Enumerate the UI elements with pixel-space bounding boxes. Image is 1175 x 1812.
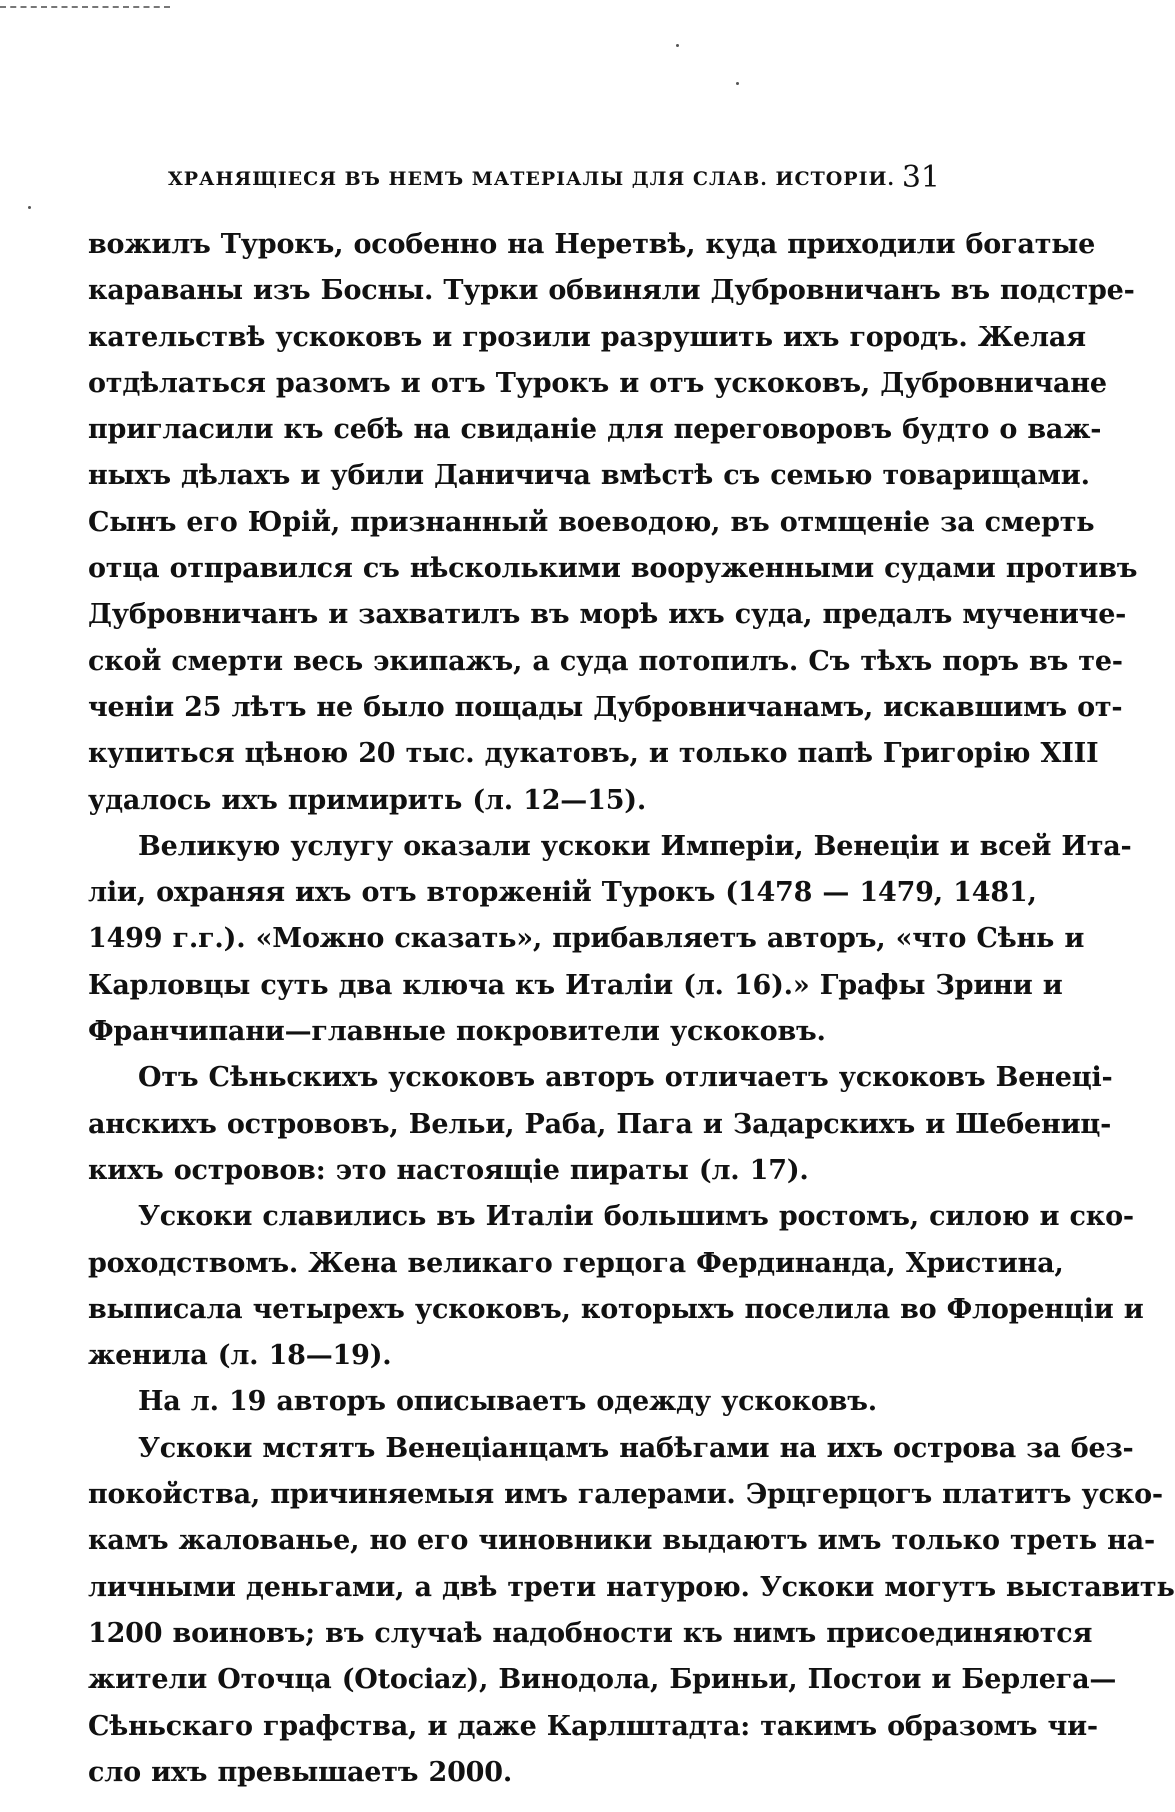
text-line: вожилъ Турокъ, особенно на Неретвѣ, куда приходили богатые [88, 229, 1096, 260]
text-line: кательствѣ ускоковъ и грозили разрушить ихъ городъ. Желая [88, 321, 1086, 353]
text-line: 1200 воиновъ; въ случаѣ надобности къ нимъ присоединяются [88, 1617, 1093, 1649]
text-line: Дубровничанъ и захватилъ въ морѣ ихъ суда, предалъ мучениче- [88, 599, 1127, 631]
text-line: сло ихъ превышаетъ 2000. [88, 1756, 513, 1788]
text-line: пригласили къ себѣ на свиданіе для переговоровъ будто о важ- [88, 414, 1102, 446]
page-number: 31 [901, 160, 940, 195]
text-line: кихъ островов: это настоящіе пираты (л. 17). [88, 1154, 809, 1186]
text-line: Сынъ его Юрій, признанный воеводою, въ отмщеніе за смерть [88, 506, 1095, 538]
scan-speck [676, 44, 679, 47]
text-line: удалось ихъ примирить (л. 12—15). [88, 784, 647, 816]
paragraph [88, 1379, 940, 1425]
text-line: Франчипани—главные покровители ускоковъ. [88, 1016, 826, 1048]
text-line: Ускоки славились въ Италіи большимъ ростомъ, силою и ско- [138, 1201, 1134, 1233]
text-line: Сѣньскаго графства, и даже Карлштадта: такимъ образомъ чи- [88, 1710, 1098, 1742]
text-line: покойства, причиняемыя имъ галерами. Эрцгерцогъ платитъ уско- [88, 1479, 1163, 1511]
text-line: личными деньгами, а двѣ трети натурою. Ускоки могутъ выставить [88, 1571, 1175, 1603]
text-line: ліи, охраняя ихъ отъ вторженій Турокъ (1478 — 1479, 1481, [88, 877, 1037, 909]
paragraph [88, 222, 1138, 824]
text-line: отца отправился съ нѣсколькими вооруженными судами противъ [88, 553, 1138, 585]
paragraph [88, 1194, 1144, 1379]
page-header [168, 160, 940, 200]
paragraph [88, 1055, 1113, 1194]
text-line: купиться цѣною 20 тыс. дукатовъ, и только папѣ Григорію XIII [88, 738, 1099, 770]
text-line: На л. 19 авторъ описываетъ одежду ускоковъ. [138, 1386, 877, 1418]
text-line: Отъ Сѣньскихъ ускоковъ авторъ отличаетъ ускоковъ Венеці- [138, 1062, 1113, 1094]
text-line: отдѣлаться разомъ и отъ Турокъ и отъ ускоковъ, Дубровничане [88, 367, 1107, 399]
text-line: роходствомъ. Жена великаго герцога Фердинанда, Христина, [88, 1247, 1064, 1279]
paragraph [88, 1426, 1175, 1796]
text-line: ской смерти весь экипажъ, а суда потопилъ. Съ тѣхъ поръ въ те- [88, 645, 1123, 677]
scan-edge-rule [0, 6, 170, 8]
paragraph [88, 824, 1132, 1055]
running-head: ХРАНЯЩІЕСЯ ВЪ НЕМЪ МАТЕРІАЛЫ ДЛЯ СЛАВ. ИСТОРІИ. [168, 168, 896, 190]
text-line: Карловцы суть два ключа къ Италіи (л. 16).» Графы Зрини и [88, 969, 1063, 1001]
text-line: ныхъ дѣлахъ и убили Даничича вмѣстѣ съ семью товарищами. [88, 460, 1090, 492]
text-line: Великую услугу оказали ускоки Имперіи, Венеціи и всей Ита- [138, 830, 1132, 862]
text-line: жители Оточца (Otociaz), Винодола, Бриньи, Постои и Берлега— [88, 1664, 1117, 1696]
scan-speck [28, 206, 31, 209]
text-line: ченіи 25 лѣтъ не было пощады Дубровничанамъ, искавшимъ от- [88, 691, 1123, 723]
text-line: камъ жалованье, но его чиновники выдаютъ имъ только треть на- [88, 1525, 1155, 1557]
text-line: анскихъ острововъ, Вельи, Раба, Пага и Задарскихъ и Шебениц- [88, 1108, 1112, 1140]
text-line: женила (л. 18—19). [88, 1340, 392, 1372]
text-line: 1499 г.г.). «Можно сказать», прибавляетъ авторъ, «что Сѣнь и [88, 923, 1085, 955]
text-line: Ускоки мстятъ Венеціанцамъ набѣгами на ихъ острова за без- [138, 1432, 1134, 1464]
text-line: караваны изъ Босны. Турки обвиняли Дубровничанъ въ подстре- [88, 275, 1135, 307]
body-text [88, 222, 1175, 1796]
scan-speck [736, 82, 739, 85]
text-line: выписала четырехъ ускоковъ, которыхъ поселила во Флоренціи и [88, 1293, 1144, 1325]
